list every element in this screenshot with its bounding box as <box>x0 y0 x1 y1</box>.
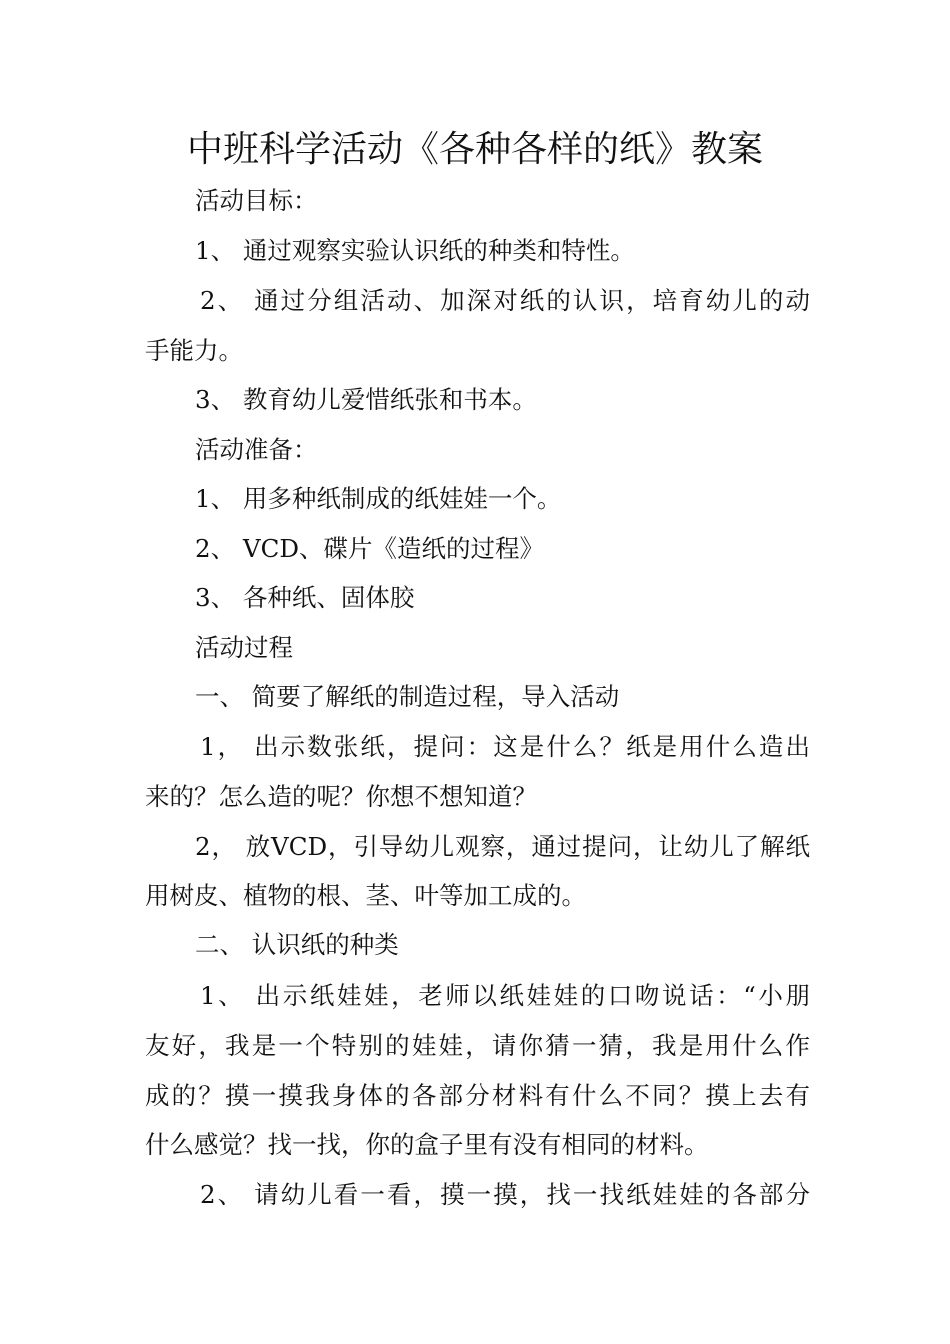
paragraph-line: 一、 简要了解纸的制造过程，导入活动 <box>195 682 620 711</box>
paragraph-line: 1、 通过观察实验认识纸的种类和特性。 <box>195 236 635 265</box>
paragraph-line: 2、 VCD、碟片《造纸的过程》 <box>195 534 544 563</box>
paragraph-line: 什么感觉？找一找，你的盒子里有没有相同的材料。 <box>145 1130 709 1159</box>
paragraph-line: 1、 用多种纸制成的纸娃娃一个。 <box>195 484 562 513</box>
section-heading-preparation: 活动准备： <box>195 435 318 464</box>
paragraph-line: 2、 请幼儿看一看，摸一摸，找一找纸娃娃的各部分 <box>200 1180 810 1209</box>
paragraph-line: 2、 通过分组活动、加深对纸的认识，培育幼儿的动 <box>200 286 810 315</box>
paragraph-line: 1、 出示纸娃娃，老师以纸娃娃的口吻说话：“小朋 <box>200 981 810 1010</box>
document-title: 中班科学活动《各种各样的纸》教案 <box>186 129 763 170</box>
paragraph-line: 二、 认识纸的种类 <box>195 930 399 959</box>
paragraph-line: 用树皮、植物的根、茎、叶等加工成的。 <box>145 881 586 910</box>
section-heading-process: 活动过程 <box>195 633 293 662</box>
paragraph-line: 1， 出示数张纸，提问：这是什么？纸是用什么造出 <box>200 732 810 761</box>
paragraph-line: 成的？摸一摸我身体的各部分材料有什么不同？摸上去有 <box>145 1081 810 1110</box>
paragraph-line: 手能力。 <box>145 336 243 365</box>
paragraph-line: 2， 放VCD，引导幼儿观察，通过提问，让幼儿了解纸 <box>195 832 810 861</box>
paragraph-line: 友好，我是一个特别的娃娃，请你猜一猜，我是用什么作 <box>145 1031 810 1060</box>
paragraph-line: 3、 教育幼儿爱惜纸张和书本。 <box>195 385 537 414</box>
paragraph-line: 来的？怎么造的呢？你想不想知道？ <box>145 782 537 811</box>
section-heading-goals: 活动目标： <box>195 186 318 215</box>
paragraph-line: 3、 各种纸、固体胶 <box>195 583 415 612</box>
